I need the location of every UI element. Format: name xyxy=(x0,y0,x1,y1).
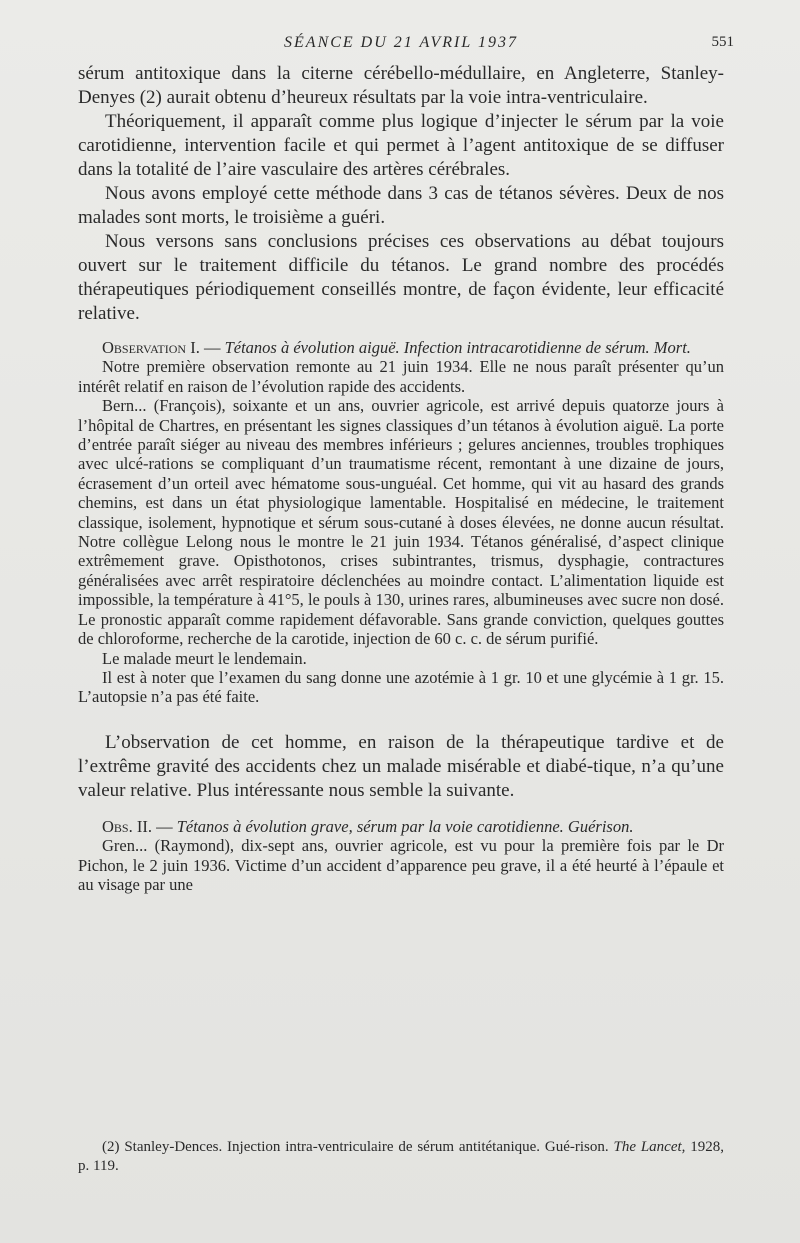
observation-1-title: Tétanos à évolution aiguë. Infection intracarotidienne de sérum. Mort. xyxy=(224,338,691,357)
paragraph-theory: Théoriquement, il apparaît comme plus logique d’injecter le sérum par la voie carotidienne, intervention facile et qui permet à l’agent antitoxique de se diffuser dans la totalité de l’aire vasculaire des artères cérébrales. xyxy=(78,111,724,180)
running-title: SÉANCE DU 21 AVRIL 1937 xyxy=(284,34,518,51)
observation-1-heading: Observation I. — Tétanos à évolution aiguë. Infection intracarotidienne de sérum. Mort. xyxy=(102,338,691,357)
footnote-journal: The Lancet, xyxy=(613,1139,686,1155)
commentary-paragraph: L’observation de cet homme, en raison de la thérapeutique tardive et de l’extrême gravité des accidents chez un malade misérable et diabé-tique, n’a qu’une valeur relative. Plus intéressante nous semble la suivante. xyxy=(78,731,724,801)
footnote xyxy=(78,1138,724,1176)
paragraph-conclusion: Nous versons sans conclusions précises ces observations au débat toujours ouvert sur le traitement difficile du tétanos. Le grand nombre des procédés thérapeutiques périodiquement conseillés montre, de façon évidente, leur efficacité relative. xyxy=(78,231,724,324)
footnote-text: (2) Stanley-Dences. Injection intra-ventriculaire de sérum antitétanique. Gué-rison. xyxy=(102,1139,609,1155)
observation-1-outcome: Le malade meurt le lendemain. xyxy=(102,648,307,668)
observation-1-label: Observation I. xyxy=(102,338,200,357)
observation-2-title: Tétanos à évolution grave, sérum par la voie carotidienne. Guérison. xyxy=(176,816,634,836)
page-number: 551 xyxy=(711,34,734,50)
observation-1-note: Il est à noter que l’examen du sang donne une azotémie à 1 gr. 10 et une glycémie à 1 gr. 15. L’autopsie n’a pas été faite. xyxy=(78,667,724,707)
observation-2-label: Obs. II. xyxy=(102,816,152,836)
footnote-ref: 1928, p. 119. xyxy=(78,1139,724,1174)
intro-section xyxy=(78,62,724,326)
paragraph-continuation: sérum antitoxique dans la citerne cérébello-médullaire, en Angleterre, Stanley-Denyes (2) aurait obtenu d’heureux résultats par la voie intra-ventriculaire. xyxy=(78,63,724,108)
observation-1-case: Bern... (François), soixante et un ans, ouvrier agricole, est arrivé depuis quatorze jours à l’hôpital de Chartres, en présentant les signes classiques d’un tétanos à évolution aiguë. La porte d’entrée paraît siéger au niveau des membres inférieurs ; gelures anciennes, troubles trophiques avec ulcé-rations se compliquant d’un traumatisme récent, remontant à une dizaine de jours, écrasement d’un orteil avec hématome sous-unguéal. Cet homme, qui vit au hasard des grands chemins, est dans un état physiologique lamentable. Hospitalisé en médecine, le traitement classique, isolement, hypnotique et sérum sous-cutané à doses élevées, ne donne aucun résultat. Notre collègue Lelong nous le montre le 21 juin 1934. Tétanos généralisé, d’aspect clinique extrêmement grave. Opisthotonos, crises subintrantes, trismus, dysphagie, contractures généralisées avec arrêt respiratoire déclenchées au moindre contact. L’alimentation liquide est impossible, la température à 41°5, le pouls à 130, urines rares, albumineuses avec sucre non dosé. Le pronostic apparaît comme rapidement défavorable. Sans grande conviction, quelques gouttes de chloroforme, recherche de la carotide, injection de 60 c. c. de sérum purifié. xyxy=(78,396,724,649)
page-header xyxy=(78,34,734,58)
observation-1-paragraph: Notre première observation remonte au 21 juin 1934. Elle ne nous paraît présenter qu’un intérêt relatif en raison de l’évolution rapide des accidents. xyxy=(78,357,724,396)
observation-1 xyxy=(78,338,724,707)
body-text xyxy=(78,62,724,894)
observation-2-paragraph: Gren... (Raymond), dix-sept ans, ouvrier agricole, est vu pour la première fois par le Dr Pichon, le 2 juin 1936. Victime d’un accident d’apparence peu grave, il a été heurté à l’épaule et au visage par une xyxy=(78,836,724,894)
paragraph-method: Nous avons employé cette méthode dans 3 cas de tétanos sévères. Deux de nos malades sont morts, le troisième a guéri. xyxy=(78,183,724,228)
commentary-section xyxy=(78,731,724,803)
observation-2 xyxy=(78,817,724,895)
observation-2-heading: Obs. II. — Tétanos à évolution grave, sérum par la voie carotidienne. Guérison. xyxy=(102,816,634,836)
